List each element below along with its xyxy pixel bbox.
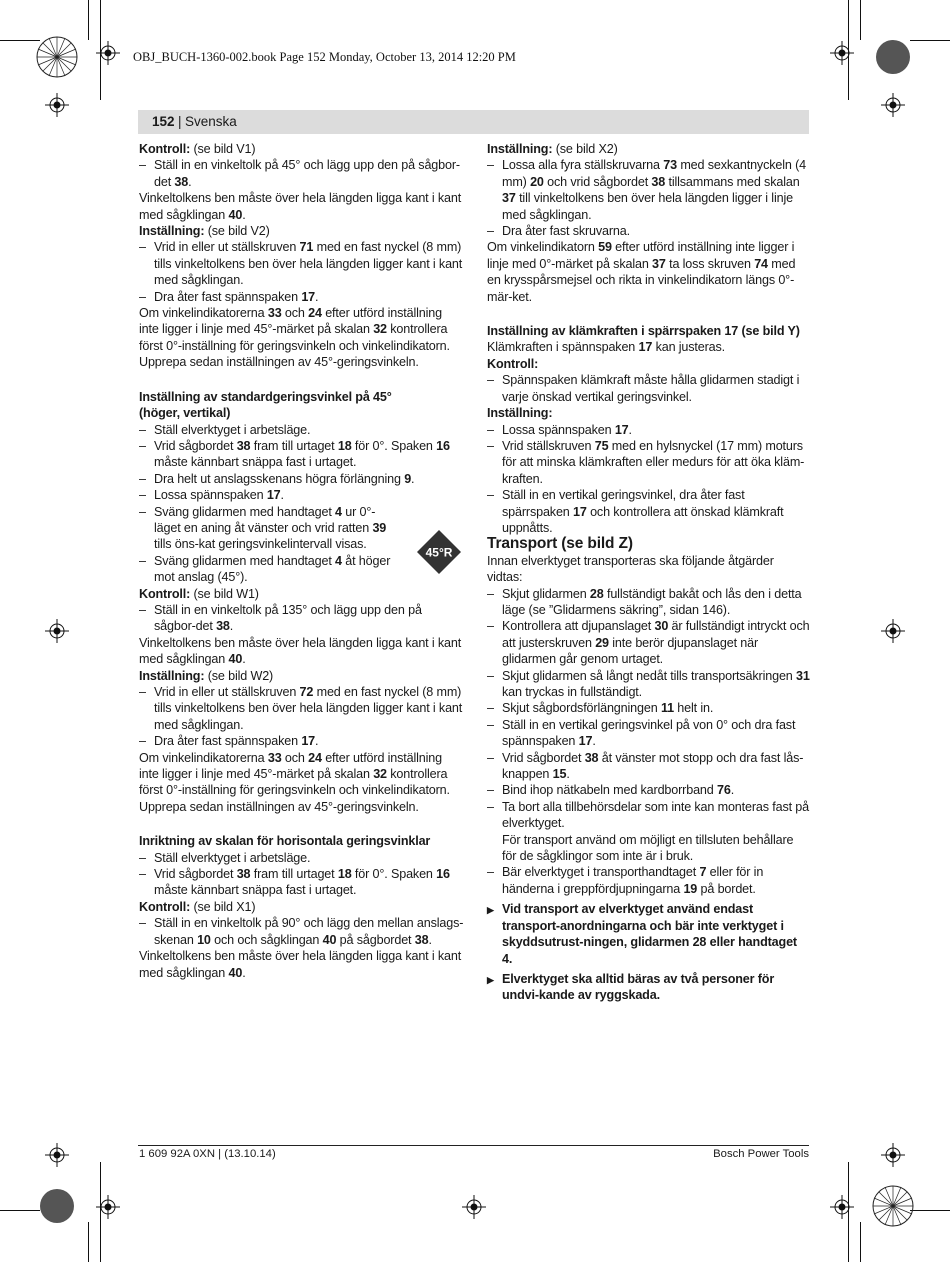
list-item: – Lossa alla fyra ställskruvarna 73 med sexkantnyckeln (4 mm) 20 och vrid sågbordet 38 tillsammans med skalan 37 till vinkeltolkens ben över hela längden ligger i linje med sågklingan. — [487, 157, 810, 223]
list-item: – Vrid ställskruven 75 med en hylsnyckel (17 mm) moturs för att minska klämkraften eller medurs för att öka kläm-kraften. — [487, 438, 810, 487]
crosshair-icon — [462, 1195, 486, 1219]
crop-mark — [860, 0, 861, 40]
list-item: – Ställ in en vertikal geringsvinkel på von 0° och dra fast spännspaken 17. — [487, 717, 810, 750]
list-item: – Bär elverktyget i transporthandtaget 7 eller för in händerna i greppfördjupningarna 19 på bordet. — [487, 864, 810, 897]
footer-rule — [138, 1145, 809, 1146]
crop-mark — [88, 1222, 89, 1262]
list-item: – Ställ elverktyget i arbetsläge. — [139, 850, 464, 866]
crosshair-icon — [45, 1143, 69, 1167]
registration-dot-icon — [870, 34, 916, 80]
installning-w2: Inställning: (se bild W2) — [139, 668, 274, 683]
paragraph: Om vinkelindikatorerna 33 och 24 efter utförd inställning inte ligger i linje med 45°-märket på skalan 32 kontrollera först 0°-inställning för geringsvinkeln och vinkelindikatorn. Upprepa sedan inställningen av 45°-geringsvinkeln. — [139, 306, 450, 370]
book-header: OBJ_BUCH-1360-002.book Page 152 Monday, October 13, 2014 12:20 PM — [133, 50, 516, 64]
registration-target-icon — [34, 34, 80, 80]
crop-mark — [860, 1222, 861, 1262]
list-item: – Ställ in en vinkeltolk på 45° och lägg upp den på sågbor- det 38. — [139, 157, 464, 190]
footer-brand: Bosch Power Tools — [713, 1148, 809, 1160]
paragraph: Om vinkelindikatorn 59 efter utförd inställning inte ligger i linje med 0°-märket på skalan 37 ta loss skruven 74 med en krysspårsmejsel och rikta in vinkelindikatorn längs 0°-mär-ket. — [487, 240, 796, 304]
list-item: – Ställ elverktyget i arbetsläge. — [139, 422, 464, 438]
kontroll-x1: Kontroll: (se bild X1) — [139, 899, 256, 914]
list-item: – Dra åter fast spännspaken 17. — [139, 289, 464, 305]
list-item: – Vrid in eller ut ställskruven 71 med en fast nyckel (8 mm) tills vinkeltolkens ben över hela längden ligger kant i kant med sågklingan. — [139, 239, 464, 288]
crosshair-icon — [830, 1195, 854, 1219]
warning-two-persons: ▶ Elverktyget ska alltid bäras av två personer för undvi-kande av ryggskada. — [487, 971, 810, 1004]
paragraph: Klämkraften i spännspaken 17 kan justeras. — [487, 340, 726, 355]
section-heading: Inriktning av skalan för horisontala geringsvinklar — [139, 834, 431, 849]
paragraph: Vinkeltolkens ben måste över hela längden ligga kant i kant med sågklingan 40. — [139, 949, 462, 980]
paragraph: Om vinkelindikatorerna 33 och 24 efter utförd inställning inte ligger i linje med 45°-märket på skalan 32 kontrollera först 0°-inställning för geringsvinkeln och vinkelindikatorn. Upprepa sedan inställningen av 45°-geringsvinkeln. — [139, 750, 450, 814]
list-item: – Dra åter fast skruvarna. — [487, 223, 810, 239]
list-item: – Ställ in en vertikal geringsvinkel, dra åter fast spärrspaken 17 och kontrollera att önskad klämkraft uppnåtts. — [487, 487, 810, 536]
installning-y: Inställning: — [487, 406, 553, 421]
list-item: – Dra helt ut anslagsskenans högra förlängning 9. — [139, 471, 464, 487]
right-column — [487, 141, 810, 1004]
page-band — [138, 110, 809, 134]
list-item: – Ta bort alla tillbehörsdelar som inte kan monteras fast på elverktyget. — [487, 799, 810, 832]
list-item: – Skjut glidarmen 28 fullständigt bakåt och lås den i detta läge (se ”Glidarmens säkring”, sidan 146). — [487, 586, 810, 619]
kontroll-y: Kontroll: — [487, 356, 539, 371]
crosshair-icon — [45, 93, 69, 117]
list-item: – Ställ in en vinkeltolk på 90° och lägg den mellan anslags-skenan 10 och och sågklingan 40 på sågbordet 38. — [139, 915, 464, 948]
installning-x2: Inställning: (se bild X2) — [487, 142, 618, 156]
list-item: – Vrid sågbordet 38 fram till urtaget 18 för 0°. Spaken 16 måste kännbart snäppa fast i urtaget. — [139, 866, 464, 899]
paragraph: Vinkeltolkens ben måste över hela längden ligga kant i kant med sågklingan 40. — [139, 635, 462, 667]
crosshair-icon — [881, 619, 905, 643]
list-item: – Kontrollera att djupanslaget 30 är fullständigt intryckt och att justerskruven 29 inte berör djupanslaget när glidarmen går genom urtaget. — [487, 618, 810, 667]
crop-mark — [910, 1210, 950, 1211]
kontroll-w1: Kontroll: (se bild W1) — [139, 586, 259, 601]
crosshair-icon — [96, 41, 120, 65]
list-item: – Dra åter fast spännspaken 17. — [139, 733, 464, 749]
crosshair-icon — [881, 1143, 905, 1167]
footer-doc-code: 1 609 92A 0XN | (13.10.14) — [139, 1148, 276, 1160]
registration-dot-icon — [34, 1183, 80, 1229]
crosshair-icon — [96, 1195, 120, 1219]
section-heading: Inställning av standardgeringsvinkel på 45° (höger, vertikal) — [139, 389, 392, 421]
badge-label: 45°R — [425, 545, 453, 560]
transport-note: För transport använd om möjligt en tillsluten behållare för de sågklingor som inte är i bruk. — [502, 832, 794, 864]
transport-heading: Transport (se bild Z) — [487, 535, 633, 553]
list-item: – Vrid sågbordet 38 åt vänster mot stopp och dra fast lås-knappen 15. — [487, 750, 810, 783]
list-item: – Skjut sågbordsförlängningen 11 helt in. — [487, 700, 810, 716]
registration-target-icon — [870, 1183, 916, 1229]
crop-mark — [88, 0, 89, 40]
list-item: – Sväng glidarmen med handtaget 4 ur 0°-läget en aning åt vänster och vrid ratten 39 tills öns-kat geringsvinkelintervall visas. — [139, 504, 399, 553]
page-language: Svenska — [185, 114, 237, 129]
paragraph: Innan elverktyget transporteras ska följande åtgärder vidtas: — [487, 553, 774, 585]
list-item: – Vrid sågbordet 38 fram till urtaget 18 för 0°. Spaken 16 måste kännbart snäppa fast i urtaget. — [139, 438, 464, 471]
section-heading: Inställning av klämkraften i spärrspaken 17 (se bild Y) — [487, 324, 800, 339]
kontroll-v1: Kontroll: (se bild V1) — [139, 142, 256, 156]
list-item: – Ställ in en vinkeltolk på 135° och lägg upp den på sågbor-det 38. — [139, 602, 464, 635]
list-item: – Vrid in eller ut ställskruven 72 med en fast nyckel (8 mm) tills vinkeltolkens ben över hela längden ligger kant i kant med sågklingan. — [139, 684, 464, 733]
page-separator: | — [178, 114, 182, 129]
list-item: – Sväng glidarmen med handtaget 4 åt höger mot anslag (45°). — [139, 553, 399, 586]
crosshair-icon — [881, 93, 905, 117]
list-item: – Lossa spännspaken 17. — [487, 422, 810, 438]
paragraph: Vinkeltolkens ben måste över hela längden ligga kant i kant med sågklingan 40. — [139, 191, 462, 222]
bevel-45-right-icon — [416, 529, 462, 575]
page-number: 152 — [152, 114, 175, 129]
list-item: – Skjut glidarmen så långt nedåt tills transportsäkringen 31 kan tryckas in fullständigt. — [487, 668, 810, 701]
list-item: – Bind ihop nätkabeln med kardborrband 76. — [487, 782, 810, 798]
list-item: – Lossa spännspaken 17. — [139, 487, 464, 503]
crop-mark — [910, 40, 950, 41]
list-item: – Spännspaken klämkraft måste hålla glidarmen stadigt i varje önskad vertikal geringsvinkel. — [487, 372, 810, 405]
crosshair-icon — [830, 41, 854, 65]
warning-transport: ▶ Vid transport av elverktyget använd endast transport-anordningarna och bär inte verktyget i skyddsutrust-ningen, glidarmen 28 eller handtaget 4. — [487, 901, 810, 967]
crosshair-icon — [45, 619, 69, 643]
installning-v2: Inställning: (se bild V2) — [139, 224, 270, 239]
